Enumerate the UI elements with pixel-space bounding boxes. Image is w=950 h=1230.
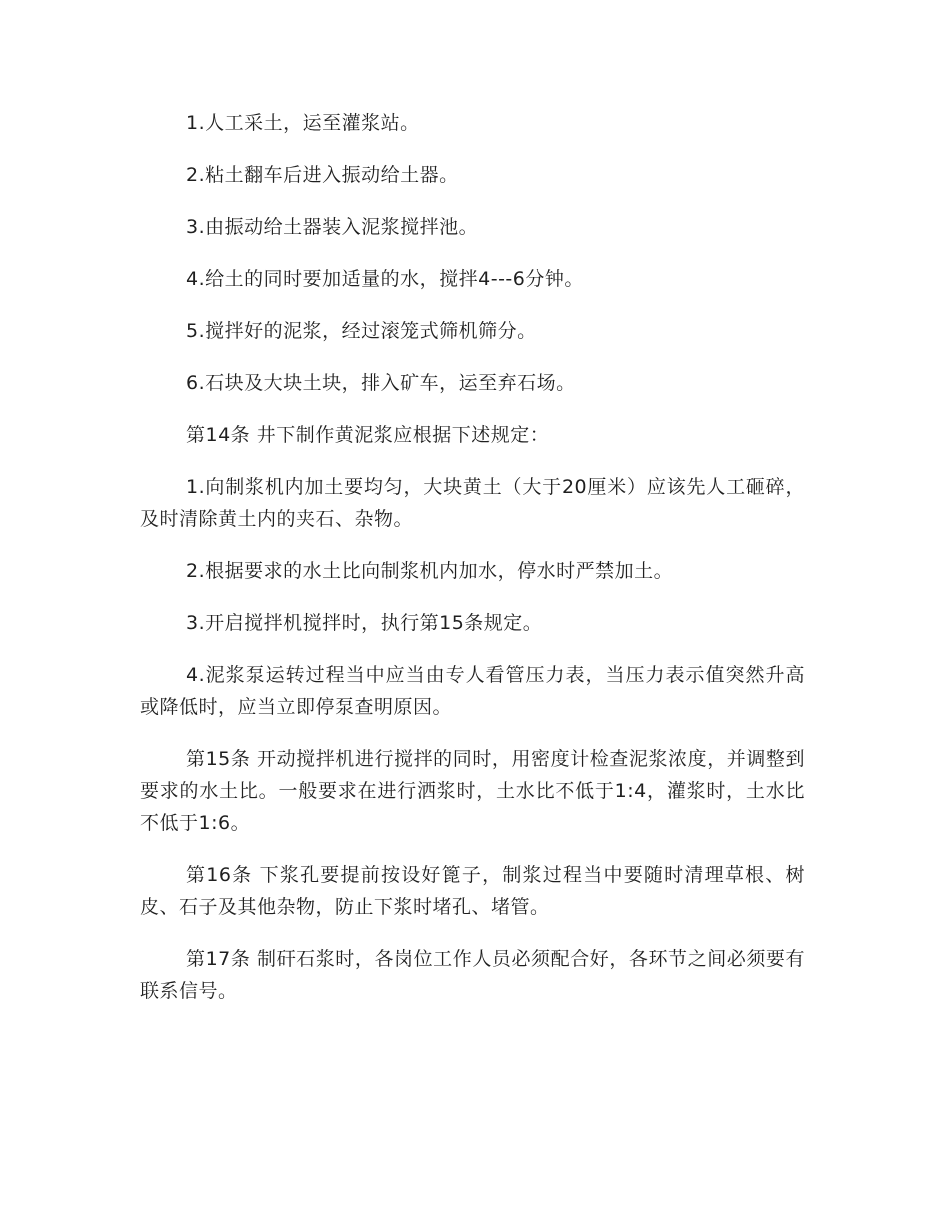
paragraph-step-1: 1.人工采土，运至灌浆站。 <box>186 112 420 134</box>
paragraph-step-5: 5.搅拌好的泥浆，经过滚笼式筛机筛分。 <box>186 320 537 342</box>
article-14-item-3: 3.开启搅拌机搅拌时，执行第15条规定。 <box>186 612 543 634</box>
article-14-item-2: 2.根据要求的水土比向制浆机内加水，停水时严禁加土。 <box>186 560 674 582</box>
article-14-heading: 第14条 井下制作黄泥浆应根据下述规定： <box>186 424 550 446</box>
paragraph-step-2: 2.粘土翻车后进入振动给土器。 <box>186 164 459 186</box>
paragraph-step-6: 6.石块及大块土块，排入矿车，运至弃石场。 <box>186 372 576 394</box>
article-17: 第17条 制矸石浆时，各岗位工作人员必须配合好，各环节之间必须要有联系信号。 <box>140 948 805 1002</box>
article-16: 第16条 下浆孔要提前按设好篦子，制浆过程当中要随时清理草根、树皮、石子及其他杂物，防止下浆时堵孔、堵管。 <box>140 864 805 918</box>
paragraph-step-4: 4.给土的同时要加适量的水，搅拌4---6分钟。 <box>186 268 584 290</box>
article-14-item-1: 1.向制浆机内加土要均匀，大块黄土（大于20厘米）应该先人工砸碎，及时清除黄土内的夹石、杂物。 <box>140 476 805 530</box>
document-body <box>140 107 805 1027</box>
paragraph-step-3: 3.由振动给土器装入泥浆搅拌池。 <box>186 216 479 238</box>
article-14-item-4: 4.泥浆泵运转过程当中应当由专人看管压力表，当压力表示值突然升高或降低时，应当立即停泵查明原因。 <box>140 664 805 718</box>
article-15: 第15条 开动搅拌机进行搅拌的同时，用密度计检查泥浆浓度，并调整到要求的水土比。一般要求在进行洒浆时，土水比不低于1:4，灌浆时，土水比不低于1:6。 <box>140 748 805 834</box>
